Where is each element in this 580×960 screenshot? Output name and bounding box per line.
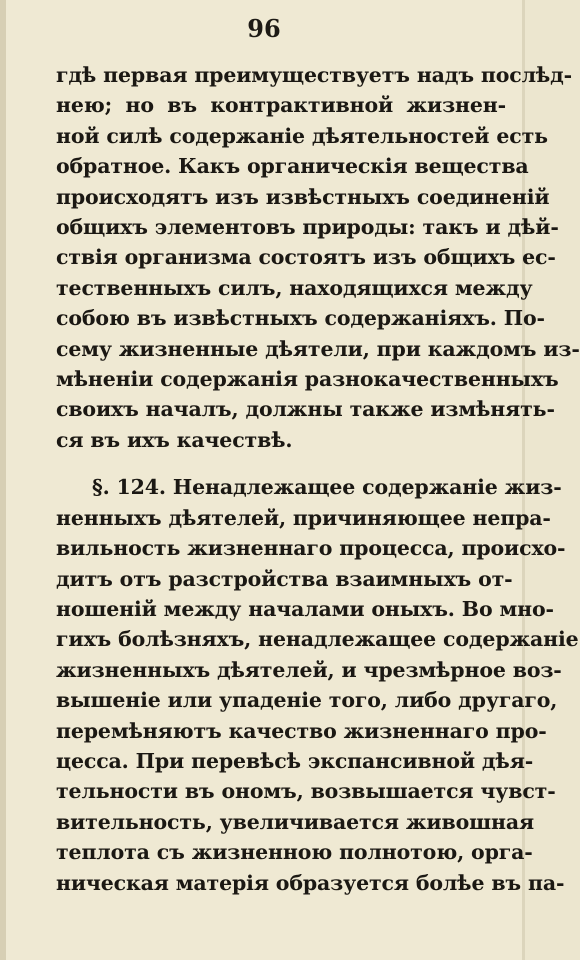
page-text [56,60,580,898]
text-line: ной силѣ содержаніе дѣятельностей есть [56,123,548,148]
paragraph-1 [56,60,580,455]
text-line: ся въ ихъ качествѣ. [56,427,293,452]
text-line: ствія организма состоятъ изъ общихъ ес- [56,245,556,270]
paragraph-2 [56,472,579,898]
text-line: обратное. Какъ органическія вещества [56,154,529,179]
text-line: вильность жизненнаго процесса, происхо- [56,536,566,561]
text-line: вительность, увеличивается живошная [56,809,534,834]
text-line: мѣненіи содержанія разнокачественныхъ [56,367,559,392]
text-line: тельности въ ономъ, возвышается чувст- [56,779,556,804]
text-line: дитъ отъ разстройства взаимныхъ от- [56,566,513,591]
text-line: своихъ началъ, должны также измѣнять- [56,397,555,422]
text-line: ненныхъ дѣятелей, причиняющее непра- [56,505,551,530]
text-line: происходятъ изъ извѣстныхъ соединеній [56,184,550,209]
text-line: ническая матерія образуется болѣе въ па- [56,870,565,895]
paragraph-gap [56,455,506,472]
text-line: ношеній между началами оныхъ. Во мно- [56,596,554,621]
text-line: цесса. При перевѣсѣ экспансивной дѣя- [56,748,534,773]
text-line: теплота съ жизненною полнотою, орга- [56,840,533,865]
text-line: перемѣняютъ качество жизненнаго про- [56,718,547,743]
text-line: гихъ болѣзняхъ, ненадлежащее содержаніе [56,627,579,652]
text-line: общихъ элементовъ природы: такъ и дѣй- [56,215,559,240]
text-line: §. 124. Ненадлежащее содержаніе жиз- [92,475,562,500]
text-line: нею; но въ контрактивной жизнен- [56,93,506,118]
page-number: 96 [247,14,281,43]
text-line: тественныхъ силъ, находящихся между [56,275,533,300]
text-line: гдѣ первая преимуществуетъ надъ послѣд- [56,63,573,87]
text-line: вышеніе или упаденіе того, либо другаго, [56,688,558,713]
text-line: жизненныхъ дѣятелей, и чрезмѣрное воз- [56,657,562,682]
text-line: сему жизненные дѣятели, при каждомъ из- [56,336,580,361]
text-line: собою въ извѣстныхъ содержаніяхъ. По- [56,306,545,331]
